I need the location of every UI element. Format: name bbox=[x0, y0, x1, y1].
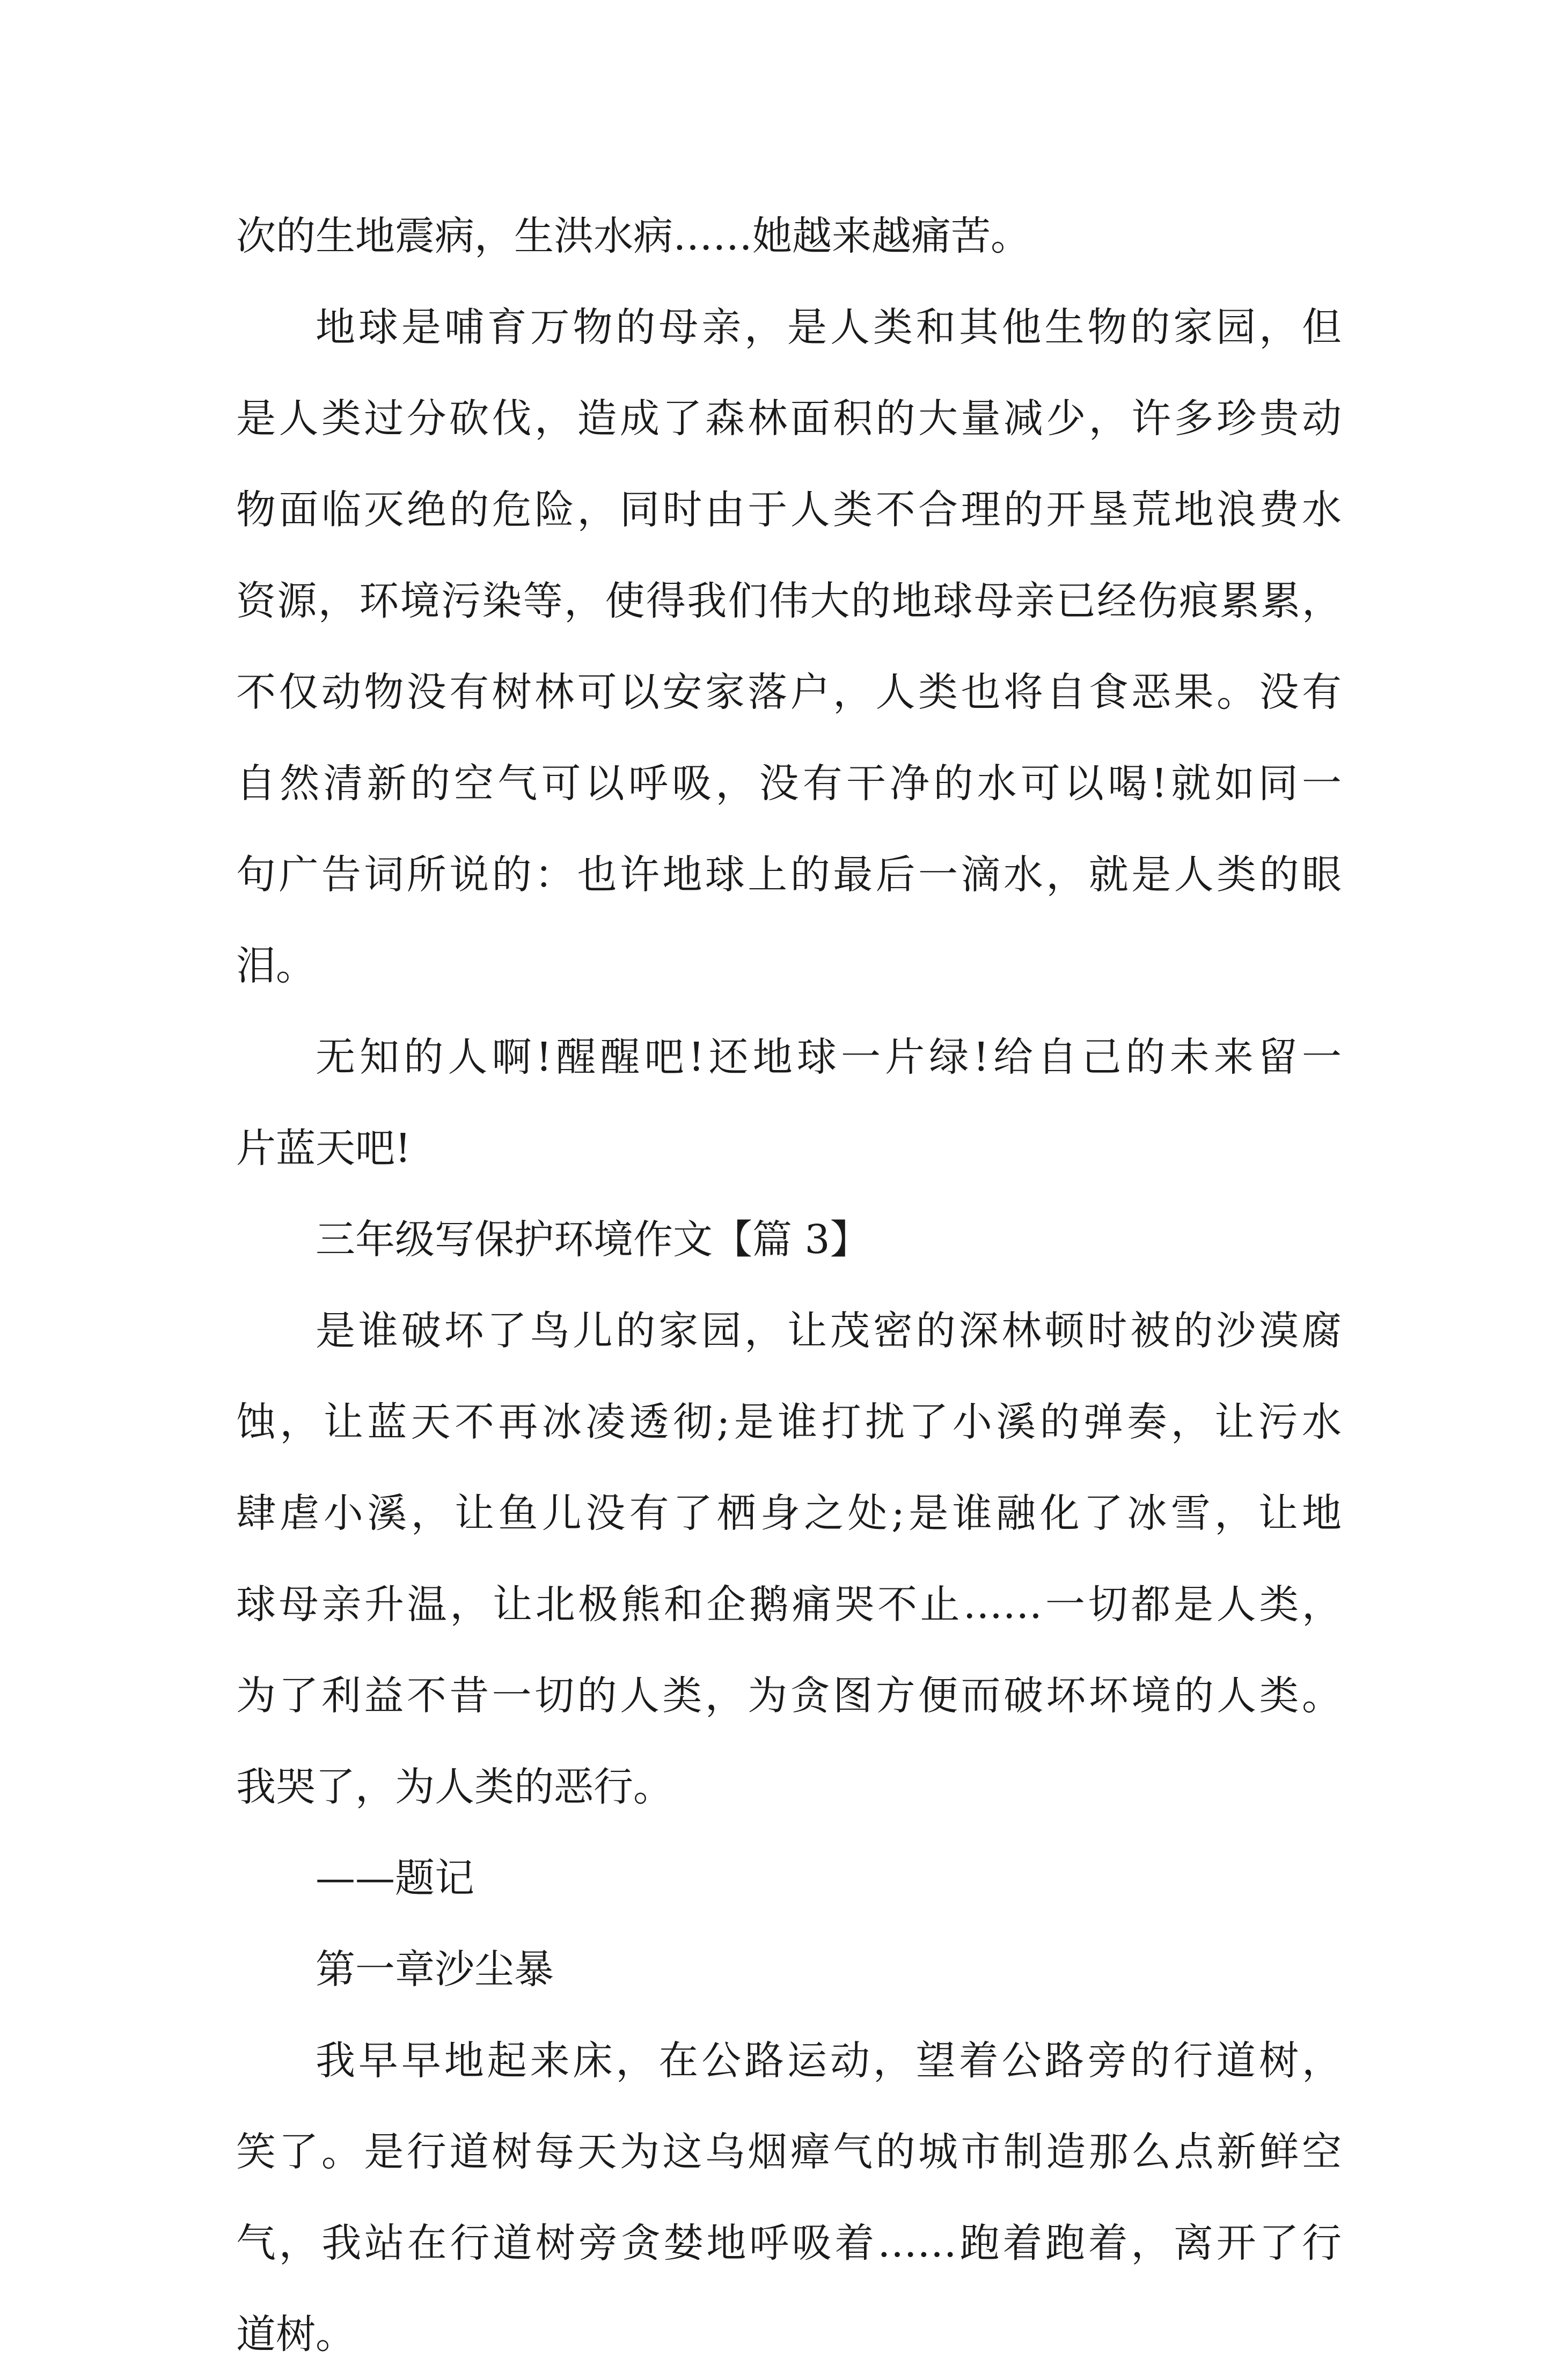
text-line: 泪。 bbox=[236, 943, 316, 989]
text-line: 物面临灭绝的危险，同时由于人类不合理的开垦荒地浪费水 bbox=[236, 487, 1342, 533]
text-line: 蚀，让蓝天不再冰凌透彻;是谁打扰了小溪的弹奏，让污水 bbox=[236, 1399, 1342, 1445]
chapter-heading: 第一章沙尘暴 bbox=[316, 1946, 554, 1993]
text-line: 片蓝天吧! bbox=[236, 1125, 411, 1171]
text-line: 句广告词所说的：也许地球上的最后一滴水，就是人类的眼 bbox=[236, 852, 1342, 898]
essay-body bbox=[236, 191, 1342, 2380]
text-line: 我哭了，为人类的恶行。 bbox=[236, 1764, 673, 1810]
paragraph-first-line: 我早早地起来床，在公路运动，望着公路旁的行道树， bbox=[316, 2038, 1342, 2084]
text-line: 肆虐小溪，让鱼儿没有了栖身之处;是谁融化了冰雪，让地 bbox=[236, 1490, 1342, 1536]
text-line: 是人类过分砍伐，造成了森林面积的大量减少，许多珍贵动 bbox=[236, 396, 1342, 442]
text-line: 气，我站在行道树旁贪婪地呼吸着……跑着跑着，离开了行 bbox=[236, 2220, 1342, 2266]
text-line: 不仅动物没有树林可以安家落户，人类也将自食恶果。没有 bbox=[236, 669, 1342, 715]
paragraph-first-line: 是谁破坏了鸟儿的家园，让茂密的深林顿时被的沙漠腐 bbox=[316, 1308, 1342, 1354]
text-line: 资源，环境污染等，使得我们伟大的地球母亲已经伤痕累累， bbox=[236, 578, 1342, 624]
text-line: 道树。 bbox=[236, 2311, 355, 2357]
epigraph-attribution: ——题记 bbox=[316, 1855, 474, 1901]
section-heading: 三年级写保护环境作文【篇 3】 bbox=[316, 1217, 870, 1263]
text-line: 次的生地震病，生洪水病……她越来越痛苦。 bbox=[236, 213, 1030, 259]
text-line: 笑了。是行道树每天为这乌烟瘴气的城市制造那么点新鲜空 bbox=[236, 2129, 1342, 2175]
text-line: 为了利益不昔一切的人类，为贪图方便而破坏坏境的人类。 bbox=[236, 1673, 1342, 1719]
paragraph-first-line: 无知的人啊!醒醒吧!还地球一片绿!给自己的未来留一 bbox=[316, 1034, 1342, 1080]
text-line: 自然清新的空气可以呼吸，没有干净的水可以喝!就如同一 bbox=[236, 760, 1342, 807]
paragraph-first-line: 地球是哺育万物的母亲，是人类和其他生物的家园，但 bbox=[316, 304, 1342, 350]
text-line: 球母亲升温，让北极熊和企鹅痛哭不止……一切都是人类， bbox=[236, 1581, 1342, 1628]
